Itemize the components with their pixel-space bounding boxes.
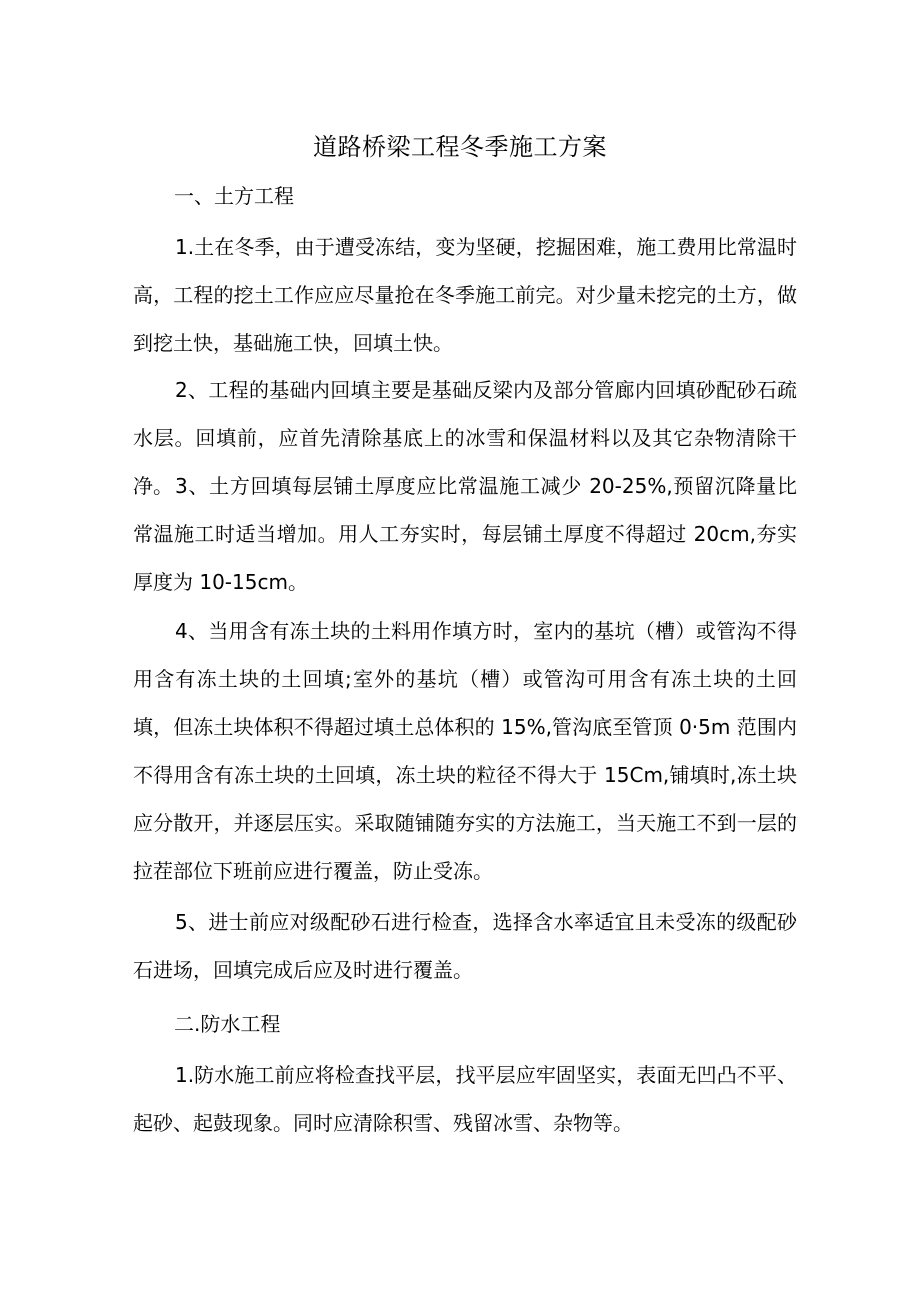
section-heading-earthwork: 一、土方工程: [174, 184, 294, 208]
section-heading-waterproofing: 二.防水工程: [174, 1012, 281, 1036]
paragraph-earthwork-2: 2、工程的基础内回填主要是基础反梁内及部分管廊内回填砂配砂石疏水层。回填前，应首先清除基底上的冰雪和保温材料以及其它杂物清除干净。: [133, 378, 797, 498]
paragraph-earthwork-3: 3、土方回填每层铺土厚度应比常温施工减少 20-25%,预留沉降量比常温施工时适当增加。用人工夯实时，每层铺土厚度不得超过 20cm,夯实厚度为 10-15cm。: [133, 474, 797, 594]
document-title: 道路桥梁工程冬季施工方案: [313, 133, 607, 161]
paragraph-earthwork-4: 4、当用含有冻土块的土料用作填方时，室内的基坑（槽）或管沟不得用含有冻土块的土回填;室外的基坑（槽）或管沟可用含有冻土块的土回填，但冻土块体积不得超过填土总体积的 15%,管沟底至管顶 0·5m 范围内不得用含有冻土块的土回填，冻土块的粒径不得大于 15Cm,铺填时,冻土块应分散开，并逐层压实。采取随铺随夯实的方法施工，当天施工不到一层的拉茬部位下班前应进行覆盖，防止受冻。: [133, 619, 797, 883]
paragraph-earthwork-1: 1.土在冬季，由于遭受冻结，变为坚硬，挖掘困难，施工费用比常温时高，工程的挖土工作应应尽量抢在冬季施工前完。对少量未挖完的土方，做到挖土快，基础施工快，回填土快。: [133, 235, 797, 355]
paragraph-earthwork-5: 5、进士前应对级配砂石进行检查，选择含水率适宜且未受冻的级配砂石进场，回填完成后应及时进行覆盖。: [133, 910, 797, 982]
paragraph-waterproofing-1: 1.防水施工前应将检查找平层，找平层应牢固坚实，表面无凹凸不平、起砂、起鼓现象。同时应清除积雪、残留冰雪、杂物等。: [133, 1063, 797, 1135]
